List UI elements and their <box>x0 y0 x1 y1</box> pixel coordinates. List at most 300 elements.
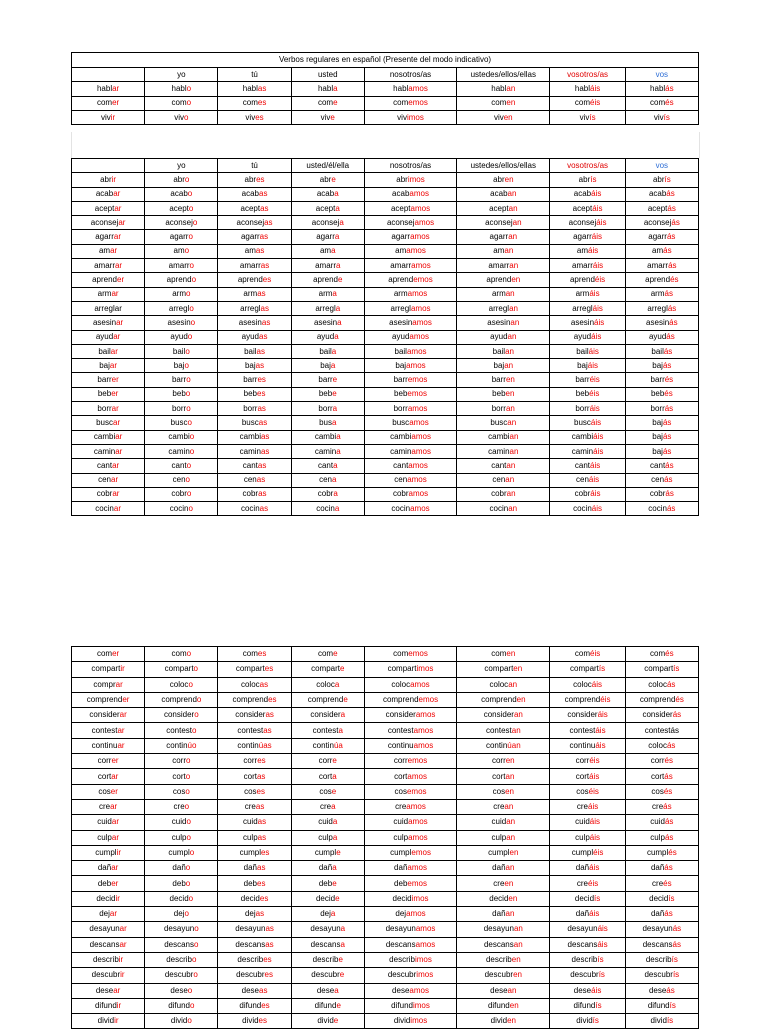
column-header: vosotros/as <box>550 68 625 82</box>
conjugation-cell <box>218 273 291 287</box>
verb-ending: ás <box>662 432 672 442</box>
verb-stem: busc <box>574 417 591 427</box>
verb-stem: arregl <box>488 303 510 313</box>
conjugation-cell <box>364 937 456 952</box>
conjugation-cell <box>364 373 456 387</box>
verb-ending: amos <box>415 710 436 720</box>
verb-stem: describ <box>389 955 415 965</box>
conjugation-cell <box>550 487 625 501</box>
verb-ending: es <box>262 275 272 285</box>
verb-stem: arregl <box>168 303 190 313</box>
conjugation-cell <box>145 876 218 891</box>
verb-stem: dañ <box>492 863 506 873</box>
verb-stem: difund <box>487 1000 510 1010</box>
conjugation-cell <box>291 416 364 430</box>
table-row <box>72 937 699 952</box>
verb-stem: abr <box>100 174 112 184</box>
conjugation-cell <box>550 416 625 430</box>
verb-ending: áis <box>591 332 602 342</box>
conjugation-cell <box>625 344 698 358</box>
verb-stem: consider <box>163 710 195 720</box>
verb-stem: arm <box>393 289 408 299</box>
verb-ending: áis <box>590 460 601 470</box>
verb-ending: áis <box>590 489 601 499</box>
verb-ending: es <box>264 664 274 674</box>
verb-ending: o <box>186 98 192 108</box>
conjugation-cell <box>457 738 550 753</box>
conjugation-cell <box>550 230 625 244</box>
conjugation-cell <box>457 983 550 998</box>
verb-stem: dej <box>395 909 407 919</box>
table-row <box>72 692 699 707</box>
conjugation-cell <box>218 502 291 516</box>
infinitive-cell <box>72 459 145 473</box>
verb-stem: cumpl <box>646 848 669 857</box>
verb-stem: baj <box>244 360 256 370</box>
verb-stem: amarr <box>168 260 190 270</box>
verb-ending: as <box>257 460 267 470</box>
conjugation-cell <box>550 784 625 799</box>
table-row <box>72 708 699 723</box>
conjugation-cell <box>457 502 550 516</box>
verb-stem: baj <box>652 446 663 456</box>
verb-ending: ás <box>666 503 676 513</box>
table-row <box>72 173 699 187</box>
verb-stem: busc <box>392 417 410 427</box>
verb-stem: descubr <box>484 970 514 980</box>
verb-ending: an <box>506 817 516 827</box>
verb-stem: cant <box>317 460 334 470</box>
verb-ending: amos <box>406 360 426 370</box>
conjugation-cell <box>218 173 291 187</box>
conjugation-cell <box>145 110 218 124</box>
verb-stem: divid <box>490 1016 508 1026</box>
conjugation-cell <box>291 677 364 692</box>
verb-stem: descubr <box>236 970 265 980</box>
verb-stem: cumpl <box>571 848 594 857</box>
verb-ending: amos <box>407 403 428 413</box>
verb-ending: amos <box>415 924 436 934</box>
verb-ending: a <box>335 203 340 213</box>
verb-ending: ís <box>592 1016 599 1026</box>
verb-ending: ar <box>112 489 120 499</box>
verb-ending: amos <box>415 939 436 949</box>
conjugation-cell <box>550 937 625 952</box>
conjugation-cell <box>218 891 291 906</box>
verb-ending: o <box>186 489 192 499</box>
verb-ending: áis <box>589 909 600 919</box>
verb-ending: an <box>505 289 515 299</box>
verb-stem: divid <box>576 1016 593 1026</box>
verb-stem: asesin <box>238 317 262 327</box>
conjugation-cell <box>625 387 698 401</box>
conjugation-cell <box>457 259 550 273</box>
infinitive-cell <box>72 430 145 444</box>
verb-stem: cant <box>491 460 507 470</box>
verb-stem: culp <box>171 832 187 842</box>
verb-ending: a <box>335 260 341 270</box>
verb-ending: e <box>333 98 338 108</box>
conjugation-cell <box>625 677 698 692</box>
verb-ending: imos <box>414 955 432 965</box>
verb-ending: o <box>185 475 190 485</box>
conjugation-cell <box>145 784 218 799</box>
infinitive-cell <box>72 647 145 662</box>
conjugation-cell <box>218 96 291 110</box>
verb-stem: baj <box>652 432 663 442</box>
header-row <box>72 159 699 173</box>
infinitive-cell <box>72 723 145 738</box>
verb-ending: an <box>511 725 521 735</box>
verb-stem: comprend <box>481 695 517 705</box>
verb-ending: o <box>189 446 195 456</box>
verb-ending: áis <box>587 360 599 370</box>
verb-stem: viv <box>397 112 407 122</box>
verb-ending: a <box>333 460 338 470</box>
conjugation-cell <box>457 359 550 373</box>
verb-ending: ás <box>667 303 677 313</box>
conjugation-cell <box>550 187 625 201</box>
verb-ending: ar <box>113 189 121 199</box>
verb-ending: ar <box>111 771 119 781</box>
verb-stem: cre <box>173 802 185 812</box>
verb-ending: o <box>189 432 195 442</box>
verb-ending: o <box>187 332 193 342</box>
verb-ending: amos <box>414 217 435 227</box>
verb-ending: as <box>256 475 266 485</box>
verb-ending: ar <box>110 802 118 812</box>
verb-stem: continu <box>569 740 596 750</box>
conjugation-cell <box>457 330 550 344</box>
table-row <box>72 647 699 662</box>
verb-ending: o <box>193 664 198 674</box>
verb-ending: as <box>255 909 265 919</box>
verb-stem: dañ <box>650 909 665 919</box>
verb-stem: decid <box>649 893 669 903</box>
verb-ending: en <box>504 878 514 888</box>
table-row <box>72 502 699 516</box>
verb-stem: compart <box>570 664 599 674</box>
verb-ending: ar <box>119 710 127 720</box>
table-row <box>72 110 699 124</box>
verb-stem: acept <box>315 203 336 213</box>
verb-stem: dese <box>95 985 114 995</box>
conjugation-cell <box>550 259 625 273</box>
verb-ending: e <box>331 174 336 184</box>
verb-stem: contin <box>485 740 508 750</box>
verb-stem: aprend <box>645 275 671 285</box>
column-header: yo <box>145 159 218 173</box>
conjugation-cell <box>145 387 218 401</box>
verb-stem: viv <box>100 112 111 122</box>
conjugation-cell <box>218 473 291 487</box>
verb-stem: cocin <box>489 503 509 513</box>
verb-ending: éis <box>589 375 600 385</box>
verb-ending: en <box>513 664 523 674</box>
verb-stem: comprend <box>382 695 419 705</box>
verb-ending: an <box>508 203 518 213</box>
verb-ending: áis <box>589 863 600 873</box>
verb-stem: cant <box>171 460 187 470</box>
conjugation-cell <box>550 82 625 96</box>
conjugation-cell <box>291 273 364 287</box>
verb-ending: o <box>186 83 192 93</box>
verb-ending: an <box>508 503 518 513</box>
verb-ending: en <box>505 375 515 385</box>
verb-ending: emos <box>408 98 428 108</box>
verb-ending: o <box>189 848 195 857</box>
column-header: ustedes/ellos/ellas <box>457 159 550 173</box>
verb-stem: comprend <box>232 695 269 705</box>
verb-stem: divid <box>242 1016 259 1026</box>
conjugation-cell <box>625 487 698 501</box>
verb-stem: acab <box>392 189 410 199</box>
verb-stem: acab <box>316 189 335 199</box>
verb-ending: ar <box>111 403 119 413</box>
conjugation-cell <box>218 754 291 769</box>
verb-stem: arregl <box>315 303 336 313</box>
conjugation-cell <box>550 430 625 444</box>
verb-ending: o <box>187 189 193 199</box>
verb-stem: aprend <box>237 275 263 285</box>
verb-stem: aconsej <box>386 217 415 227</box>
conjugation-cell <box>218 799 291 814</box>
verb-stem: beb <box>243 389 257 399</box>
verb-stem: aconsej <box>236 217 265 227</box>
verb-ending: áis <box>595 740 606 750</box>
verb-stem: bail <box>244 346 257 356</box>
verb-stem: deb <box>172 878 186 888</box>
table-row <box>72 402 699 416</box>
verb-stem: dese <box>490 985 508 995</box>
verb-stem: deb <box>318 878 333 888</box>
verb-ending: as <box>260 260 270 270</box>
verb-stem: com <box>317 649 334 659</box>
verb-ending: ís <box>663 112 670 122</box>
verb-ending: ar <box>110 346 118 356</box>
verb-stem: am <box>395 246 407 256</box>
conjugation-cell <box>145 216 218 230</box>
verb-ending: ar <box>113 503 122 513</box>
verb-ending: áis <box>592 303 603 313</box>
conjugation-cell <box>364 799 456 814</box>
verb-stem: viv <box>174 112 184 122</box>
infinitive-cell <box>72 110 145 124</box>
conjugation-cell <box>457 998 550 1013</box>
verb-stem: arm <box>318 289 333 299</box>
conjugation-cell <box>457 769 550 784</box>
verb-stem: camin <box>93 446 116 456</box>
verb-stem: cen <box>651 475 665 485</box>
verb-stem: com <box>650 649 666 659</box>
verb-ending: o <box>192 217 198 227</box>
verb-stem: consider <box>235 710 266 720</box>
verb-ending: an <box>505 863 515 873</box>
verb-stem: arregl <box>647 303 668 313</box>
table-row <box>72 344 699 358</box>
conjugation-cell <box>145 830 218 845</box>
verb-ending: ás <box>664 403 674 413</box>
conjugation-cell <box>291 430 364 444</box>
table-row <box>72 244 699 258</box>
verb-ending: o <box>184 360 189 370</box>
verb-stem: cre <box>493 802 505 812</box>
verb-stem: dañ <box>172 863 186 873</box>
verb-stem: busc <box>241 417 259 427</box>
verb-stem: divid <box>650 1016 667 1026</box>
verb-ending: emos <box>407 375 428 385</box>
verb-ending: an <box>505 909 515 919</box>
verb-stem: cre <box>652 802 664 812</box>
verb-ending: amos <box>411 432 431 442</box>
verb-stem: cre <box>493 878 505 888</box>
verb-stem: abr <box>396 174 408 184</box>
conjugation-cell <box>145 316 218 330</box>
verb-ending: ar <box>117 725 125 735</box>
conjugation-cell <box>550 891 625 906</box>
verb-ending: as <box>256 771 266 781</box>
verb-ending: ís <box>595 1000 602 1010</box>
conjugation-cell <box>364 301 456 315</box>
conjugation-cell <box>625 244 698 258</box>
verb-ending: e <box>335 893 340 903</box>
conjugation-cell <box>550 110 625 124</box>
conjugation-cell <box>457 952 550 967</box>
verb-ending: e <box>331 786 337 796</box>
verb-stem: ayud <box>490 332 508 342</box>
verb-ending: amos <box>408 832 428 842</box>
verb-stem: bail <box>98 346 111 356</box>
conjugation-cell <box>291 287 364 301</box>
conjugation-cell <box>364 830 456 845</box>
verb-ending: amos <box>410 303 431 313</box>
verb-ending: an <box>505 346 514 356</box>
table-row <box>72 891 699 906</box>
conjugation-cell <box>457 907 550 922</box>
verb-stem: cort <box>650 771 665 781</box>
verb-ending: er <box>111 878 119 888</box>
verb-ending: éis <box>590 649 601 659</box>
verb-stem: habl <box>317 83 334 93</box>
conjugation-cell <box>625 110 698 124</box>
conjugation-cell <box>218 244 291 258</box>
verb-ending: a <box>330 909 336 919</box>
conjugation-cell <box>625 96 698 110</box>
verb-stem: barr <box>171 375 187 385</box>
verb-ending: ar <box>110 246 118 256</box>
conjugation-cell <box>457 301 550 315</box>
verb-ending: e <box>338 955 343 965</box>
conjugation-cell <box>457 677 550 692</box>
conjugation-cell <box>218 201 291 215</box>
verb-stem: aprend <box>388 275 414 285</box>
conjugation-cell <box>364 387 456 401</box>
conjugation-cell <box>145 359 218 373</box>
verb-stem: corr <box>491 756 506 766</box>
conjugation-cell <box>457 273 550 287</box>
verb-ending: o <box>185 289 191 299</box>
verb-ending: áis <box>593 432 604 442</box>
conjugation-cell <box>625 502 698 516</box>
verb-ending: imos <box>410 1016 428 1026</box>
verb-stem: amarr <box>94 260 115 270</box>
verb-ending: an <box>504 802 514 812</box>
verb-ending: o <box>185 786 190 796</box>
verb-ending: as <box>265 710 274 720</box>
verb-ending: an <box>513 710 523 720</box>
verb-ending: an <box>509 432 519 442</box>
verb-stem: cant <box>393 460 409 470</box>
table-row <box>72 815 699 830</box>
verb-ending: ás <box>666 985 675 995</box>
verb-stem: desayun <box>642 924 673 934</box>
verb-stem: describ <box>166 955 192 965</box>
verb-ending: o <box>184 174 190 184</box>
conjugation-cell <box>145 473 218 487</box>
verb-stem: aconsej <box>90 217 119 227</box>
verb-stem: contest <box>166 725 192 735</box>
conjugation-cell <box>291 502 364 516</box>
verb-stem: continu <box>387 740 414 750</box>
regular-verbs-table-2 <box>71 158 699 516</box>
conjugation-cell <box>457 708 550 723</box>
verb-ending: a <box>332 771 337 781</box>
verb-stem: coloc <box>648 740 667 750</box>
verb-ending: ís <box>666 1016 674 1026</box>
conjugation-cell <box>457 430 550 444</box>
verb-stem: arreglar <box>94 303 122 313</box>
verb-stem: borr <box>650 403 665 413</box>
verb-ending: ás <box>671 217 680 227</box>
verb-stem: decid <box>315 893 336 903</box>
conjugation-cell <box>364 968 456 983</box>
verb-stem: cre <box>576 878 589 888</box>
verb-ending: es <box>255 112 264 122</box>
verb-stem: corr <box>97 756 112 766</box>
verb-ending: en <box>506 98 516 108</box>
verb-ending: an <box>509 446 519 456</box>
verb-stem: baj <box>320 360 331 370</box>
conjugation-cell <box>625 473 698 487</box>
verb-stem: acept <box>647 203 668 213</box>
verb-stem: consider <box>89 710 120 720</box>
conjugation-cell <box>218 738 291 753</box>
verb-stem: desayun <box>235 924 266 934</box>
verb-ending: en <box>505 786 514 796</box>
infinitive-cell <box>72 952 145 967</box>
verb-ending: o <box>183 112 189 122</box>
verb-stem: abr <box>493 174 505 184</box>
verb-ending: amos <box>413 725 434 735</box>
verb-stem: cobr <box>317 489 334 499</box>
verb-stem: am <box>319 246 332 256</box>
verb-ending: an <box>510 317 520 327</box>
verb-ending: a <box>339 217 344 227</box>
infinitive-cell <box>72 692 145 707</box>
conjugation-cell <box>457 891 550 906</box>
verb-ending: as <box>265 924 274 934</box>
verb-ending: as <box>257 289 266 299</box>
conjugation-cell <box>625 937 698 952</box>
verb-ending: o <box>190 317 196 327</box>
conjugation-cell <box>364 110 456 124</box>
conjugation-cell <box>550 444 625 458</box>
verb-ending: ar <box>111 863 119 873</box>
verb-stem: consider <box>310 710 341 720</box>
conjugation-cell <box>457 754 550 769</box>
verb-ending: ás <box>664 863 673 873</box>
verb-ending: o <box>184 909 189 919</box>
